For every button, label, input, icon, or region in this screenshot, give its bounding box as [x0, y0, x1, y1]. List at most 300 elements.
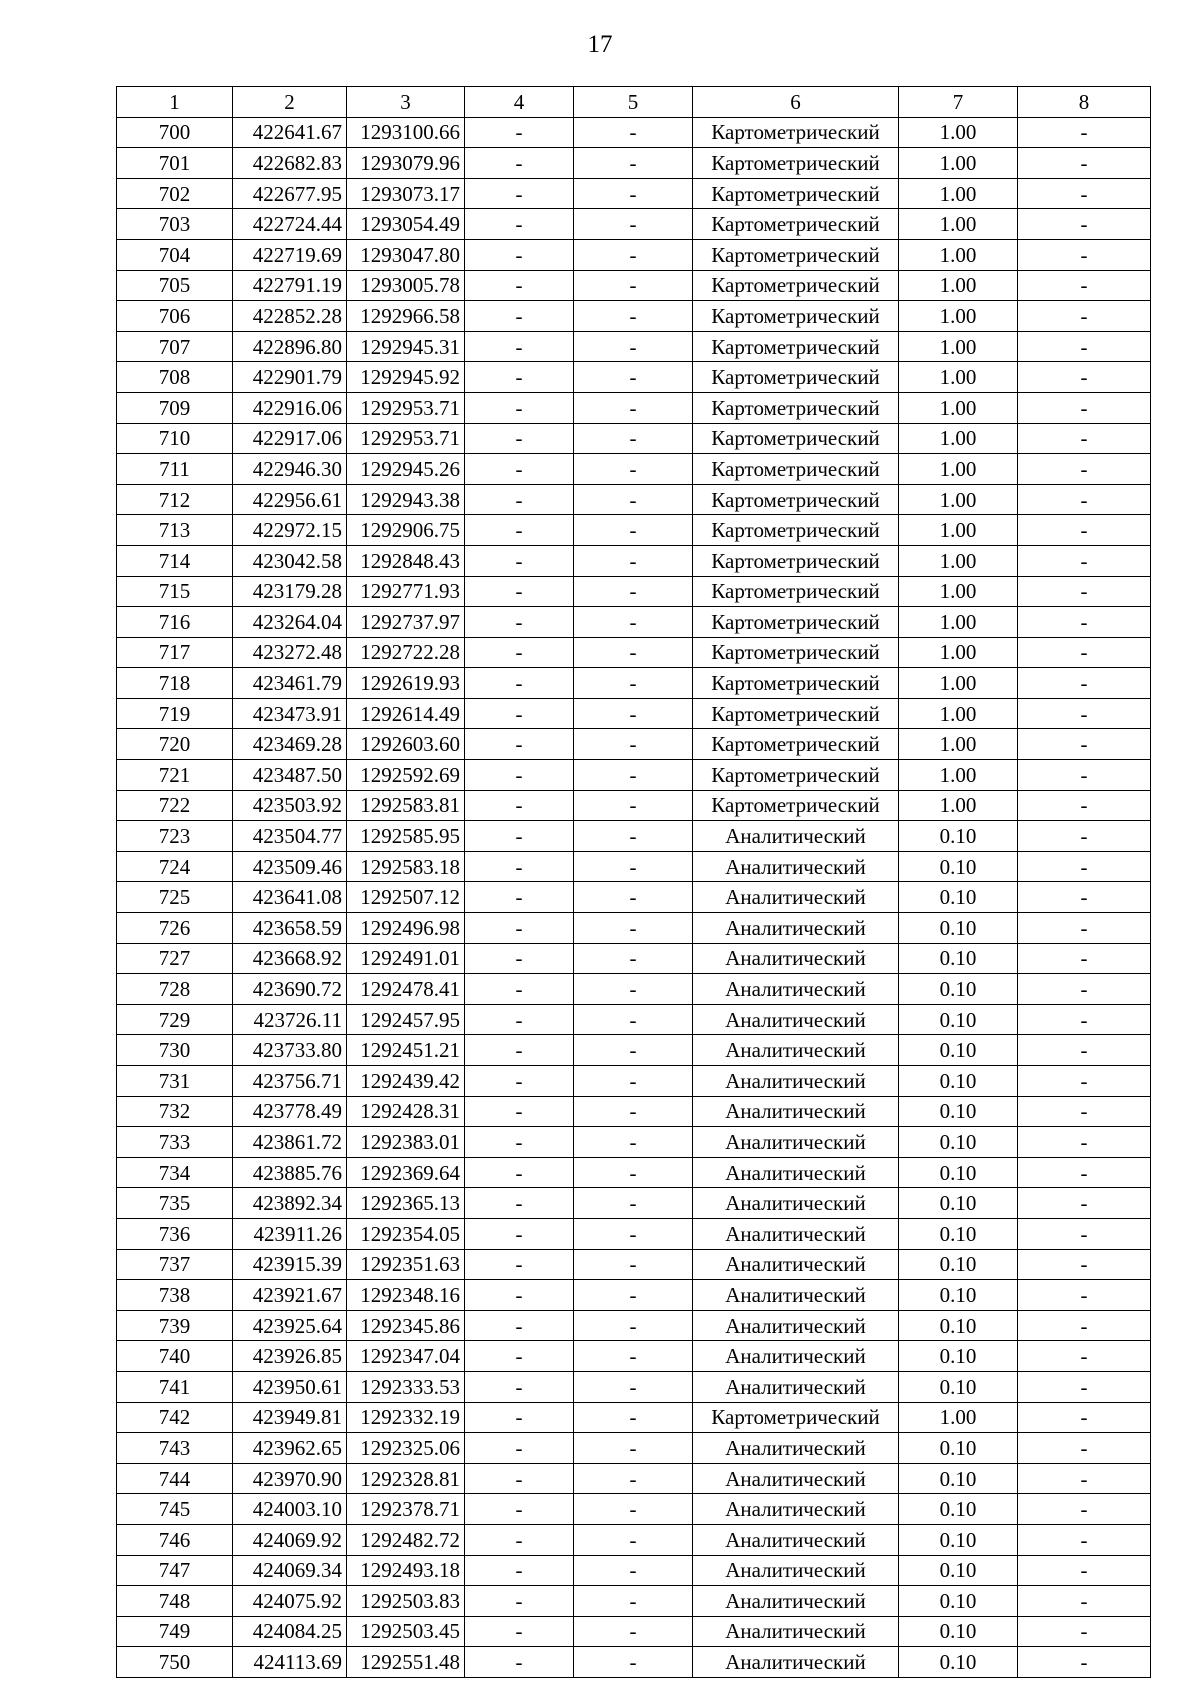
method-cell: Аналитический: [693, 1463, 899, 1494]
coord-y-cell: 1292428.31: [347, 1096, 465, 1127]
table-row: [117, 913, 1151, 944]
col-5-cell: -: [574, 545, 693, 576]
col-8-cell: -: [1018, 1433, 1151, 1464]
coord-y-cell: 1292953.71: [347, 423, 465, 454]
coord-x-cell: 424075.92: [233, 1586, 347, 1617]
col-4-cell: -: [465, 1218, 574, 1249]
coord-x-cell: 422724.44: [233, 209, 347, 240]
coord-y-cell: 1292348.16: [347, 1280, 465, 1311]
table-row: [117, 637, 1151, 668]
coord-x-cell: 423668.92: [233, 943, 347, 974]
col-8-cell: -: [1018, 913, 1151, 944]
coord-x-cell: 424113.69: [233, 1647, 347, 1678]
precision-cell: 1.00: [899, 760, 1018, 791]
coord-x-cell: 423179.28: [233, 576, 347, 607]
point-number-cell: 708: [117, 362, 233, 393]
point-number-cell: 739: [117, 1310, 233, 1341]
point-number-cell: 748: [117, 1586, 233, 1617]
coord-x-cell: 422791.19: [233, 270, 347, 301]
col-4-cell: -: [465, 790, 574, 821]
col-8-cell: -: [1018, 270, 1151, 301]
coord-y-cell: 1292478.41: [347, 974, 465, 1005]
col-8-cell: -: [1018, 882, 1151, 913]
col-4-cell: -: [465, 178, 574, 209]
method-cell: Картометрический: [693, 545, 899, 576]
col-4-cell: -: [465, 270, 574, 301]
col-8-cell: -: [1018, 1188, 1151, 1219]
table-row: [117, 1188, 1151, 1219]
table-row: [117, 515, 1151, 546]
coord-x-cell: 424084.25: [233, 1616, 347, 1647]
col-8-cell: -: [1018, 423, 1151, 454]
col-5-cell: -: [574, 729, 693, 760]
col-4-cell: -: [465, 423, 574, 454]
point-number-cell: 707: [117, 331, 233, 362]
col-4-cell: -: [465, 209, 574, 240]
table-row: [117, 1494, 1151, 1525]
coord-x-cell: 423756.71: [233, 1066, 347, 1097]
method-cell: Аналитический: [693, 974, 899, 1005]
col-5-cell: -: [574, 423, 693, 454]
col-5-cell: -: [574, 1402, 693, 1433]
coord-x-cell: 422641.67: [233, 117, 347, 148]
col-8-cell: -: [1018, 790, 1151, 821]
table-row: [117, 668, 1151, 699]
col-4-cell: -: [465, 484, 574, 515]
point-number-cell: 744: [117, 1463, 233, 1494]
coord-y-cell: 1292503.83: [347, 1586, 465, 1617]
table-row: [117, 1463, 1151, 1494]
coord-y-cell: 1292365.13: [347, 1188, 465, 1219]
coord-x-cell: 424069.92: [233, 1524, 347, 1555]
col-4-cell: -: [465, 1494, 574, 1525]
col-5-cell: -: [574, 790, 693, 821]
coord-y-cell: 1292592.69: [347, 760, 465, 791]
coord-y-cell: 1292493.18: [347, 1555, 465, 1586]
column-header-8: 8: [1018, 87, 1151, 118]
table-row: [117, 1249, 1151, 1280]
table-row: [117, 1616, 1151, 1647]
table-row: [117, 1218, 1151, 1249]
point-number-cell: 750: [117, 1647, 233, 1678]
point-number-cell: 700: [117, 117, 233, 148]
coord-y-cell: 1292351.63: [347, 1249, 465, 1280]
method-cell: Аналитический: [693, 943, 899, 974]
precision-cell: 1.00: [899, 668, 1018, 699]
precision-cell: 1.00: [899, 698, 1018, 729]
method-cell: Аналитический: [693, 1647, 899, 1678]
coord-x-cell: 423926.85: [233, 1341, 347, 1372]
precision-cell: 0.10: [899, 821, 1018, 852]
col-5-cell: -: [574, 1616, 693, 1647]
point-number-cell: 724: [117, 851, 233, 882]
col-5-cell: -: [574, 1188, 693, 1219]
table-header: [117, 87, 1151, 118]
col-4-cell: -: [465, 1555, 574, 1586]
col-4-cell: -: [465, 1524, 574, 1555]
col-8-cell: -: [1018, 1463, 1151, 1494]
table-row: [117, 1004, 1151, 1035]
coord-x-cell: 423911.26: [233, 1218, 347, 1249]
table-row: [117, 331, 1151, 362]
table-row: [117, 1647, 1151, 1678]
point-number-cell: 706: [117, 301, 233, 332]
precision-cell: 1.00: [899, 148, 1018, 179]
point-number-cell: 745: [117, 1494, 233, 1525]
method-cell: Аналитический: [693, 1157, 899, 1188]
col-4-cell: -: [465, 760, 574, 791]
col-5-cell: -: [574, 1586, 693, 1617]
coord-y-cell: 1292439.42: [347, 1066, 465, 1097]
point-number-cell: 714: [117, 545, 233, 576]
table-row: [117, 607, 1151, 638]
coord-x-cell: 422916.06: [233, 392, 347, 423]
point-number-cell: 703: [117, 209, 233, 240]
col-5-cell: -: [574, 698, 693, 729]
point-number-cell: 733: [117, 1127, 233, 1158]
col-8-cell: -: [1018, 637, 1151, 668]
col-4-cell: -: [465, 637, 574, 668]
method-cell: Аналитический: [693, 1341, 899, 1372]
table-row: [117, 1402, 1151, 1433]
coord-y-cell: 1292496.98: [347, 913, 465, 944]
precision-cell: 1.00: [899, 637, 1018, 668]
method-cell: Аналитический: [693, 851, 899, 882]
point-number-cell: 715: [117, 576, 233, 607]
col-8-cell: -: [1018, 209, 1151, 240]
point-number-cell: 702: [117, 178, 233, 209]
point-number-cell: 740: [117, 1341, 233, 1372]
table-row: [117, 1371, 1151, 1402]
col-5-cell: -: [574, 1371, 693, 1402]
method-cell: Картометрический: [693, 698, 899, 729]
col-4-cell: -: [465, 1616, 574, 1647]
table-row: [117, 148, 1151, 179]
coord-y-cell: 1292945.31: [347, 331, 465, 362]
col-5-cell: -: [574, 362, 693, 393]
coord-y-cell: 1293054.49: [347, 209, 465, 240]
col-5-cell: -: [574, 1218, 693, 1249]
col-4-cell: -: [465, 331, 574, 362]
coord-x-cell: 423885.76: [233, 1157, 347, 1188]
table-row: [117, 423, 1151, 454]
coord-y-cell: 1292347.04: [347, 1341, 465, 1372]
col-5-cell: -: [574, 1249, 693, 1280]
col-4-cell: -: [465, 301, 574, 332]
table-row: [117, 178, 1151, 209]
coord-y-cell: 1292333.53: [347, 1371, 465, 1402]
col-8-cell: -: [1018, 1494, 1151, 1525]
point-number-cell: 741: [117, 1371, 233, 1402]
col-8-cell: -: [1018, 362, 1151, 393]
table-row: [117, 270, 1151, 301]
precision-cell: 0.10: [899, 851, 1018, 882]
col-8-cell: -: [1018, 1647, 1151, 1678]
precision-cell: 0.10: [899, 1310, 1018, 1341]
coord-y-cell: 1292325.06: [347, 1433, 465, 1464]
coord-y-cell: 1292619.93: [347, 668, 465, 699]
table-row: [117, 1524, 1151, 1555]
table-row: [117, 1555, 1151, 1586]
col-5-cell: -: [574, 1463, 693, 1494]
method-cell: Картометрический: [693, 392, 899, 423]
method-cell: Аналитический: [693, 1127, 899, 1158]
precision-cell: 1.00: [899, 515, 1018, 546]
coord-y-cell: 1292328.81: [347, 1463, 465, 1494]
table-row: [117, 392, 1151, 423]
col-5-cell: -: [574, 1004, 693, 1035]
method-cell: Аналитический: [693, 1188, 899, 1219]
col-8-cell: -: [1018, 821, 1151, 852]
table-row: [117, 1035, 1151, 1066]
col-5-cell: -: [574, 668, 693, 699]
col-8-cell: -: [1018, 239, 1151, 270]
coord-y-cell: 1293005.78: [347, 270, 465, 301]
method-cell: Картометрический: [693, 178, 899, 209]
method-cell: Аналитический: [693, 1035, 899, 1066]
precision-cell: 0.10: [899, 1066, 1018, 1097]
precision-cell: 0.10: [899, 1188, 1018, 1219]
column-header-2: 2: [233, 87, 347, 118]
col-8-cell: -: [1018, 668, 1151, 699]
table-row: [117, 239, 1151, 270]
coord-y-cell: 1293073.17: [347, 178, 465, 209]
point-number-cell: 734: [117, 1157, 233, 1188]
precision-cell: 1.00: [899, 117, 1018, 148]
coord-y-cell: 1292603.60: [347, 729, 465, 760]
col-5-cell: -: [574, 1127, 693, 1158]
col-8-cell: -: [1018, 454, 1151, 485]
coord-y-cell: 1292354.05: [347, 1218, 465, 1249]
col-4-cell: -: [465, 1310, 574, 1341]
col-4-cell: -: [465, 1586, 574, 1617]
point-number-cell: 736: [117, 1218, 233, 1249]
column-header-1: 1: [117, 87, 233, 118]
table-row: [117, 576, 1151, 607]
coord-y-cell: 1293079.96: [347, 148, 465, 179]
point-number-cell: 727: [117, 943, 233, 974]
col-5-cell: -: [574, 209, 693, 240]
point-number-cell: 712: [117, 484, 233, 515]
coord-x-cell: 422682.83: [233, 148, 347, 179]
point-number-cell: 705: [117, 270, 233, 301]
col-4-cell: -: [465, 668, 574, 699]
column-header-6: 6: [693, 87, 899, 118]
table-row: [117, 545, 1151, 576]
col-4-cell: -: [465, 698, 574, 729]
precision-cell: 0.10: [899, 1586, 1018, 1617]
method-cell: Картометрический: [693, 484, 899, 515]
col-5-cell: -: [574, 1096, 693, 1127]
coord-y-cell: 1292507.12: [347, 882, 465, 913]
col-4-cell: -: [465, 851, 574, 882]
col-4-cell: -: [465, 1433, 574, 1464]
precision-cell: 1.00: [899, 545, 1018, 576]
point-number-cell: 742: [117, 1402, 233, 1433]
precision-cell: 1.00: [899, 576, 1018, 607]
coord-y-cell: 1292583.18: [347, 851, 465, 882]
method-cell: Картометрический: [693, 515, 899, 546]
coord-y-cell: 1292585.95: [347, 821, 465, 852]
coord-x-cell: 422896.80: [233, 331, 347, 362]
method-cell: Картометрический: [693, 668, 899, 699]
method-cell: Картометрический: [693, 454, 899, 485]
col-4-cell: -: [465, 1157, 574, 1188]
method-cell: Картометрический: [693, 423, 899, 454]
col-5-cell: -: [574, 913, 693, 944]
coord-y-cell: 1292771.93: [347, 576, 465, 607]
precision-cell: 0.10: [899, 1157, 1018, 1188]
method-cell: Картометрический: [693, 637, 899, 668]
point-number-cell: 730: [117, 1035, 233, 1066]
col-8-cell: -: [1018, 1310, 1151, 1341]
precision-cell: 1.00: [899, 790, 1018, 821]
coord-y-cell: 1292722.28: [347, 637, 465, 668]
table-row: [117, 454, 1151, 485]
col-8-cell: -: [1018, 729, 1151, 760]
col-5-cell: -: [574, 1433, 693, 1464]
point-number-cell: 726: [117, 913, 233, 944]
precision-cell: 0.10: [899, 913, 1018, 944]
precision-cell: 0.10: [899, 1280, 1018, 1311]
col-8-cell: -: [1018, 1280, 1151, 1311]
method-cell: Аналитический: [693, 1218, 899, 1249]
coord-x-cell: 422917.06: [233, 423, 347, 454]
method-cell: Картометрический: [693, 362, 899, 393]
method-cell: Аналитический: [693, 882, 899, 913]
coord-x-cell: 423861.72: [233, 1127, 347, 1158]
point-number-cell: 747: [117, 1555, 233, 1586]
col-5-cell: -: [574, 607, 693, 638]
point-number-cell: 738: [117, 1280, 233, 1311]
col-4-cell: -: [465, 729, 574, 760]
coord-x-cell: 422946.30: [233, 454, 347, 485]
coord-x-cell: 424003.10: [233, 1494, 347, 1525]
col-5-cell: -: [574, 1524, 693, 1555]
col-5-cell: -: [574, 301, 693, 332]
coord-y-cell: 1292737.97: [347, 607, 465, 638]
coord-y-cell: 1292943.38: [347, 484, 465, 515]
coord-y-cell: 1292482.72: [347, 1524, 465, 1555]
col-8-cell: -: [1018, 607, 1151, 638]
precision-cell: 0.10: [899, 1035, 1018, 1066]
coord-x-cell: 423949.81: [233, 1402, 347, 1433]
col-4-cell: -: [465, 943, 574, 974]
coord-x-cell: 423970.90: [233, 1463, 347, 1494]
point-number-cell: 723: [117, 821, 233, 852]
precision-cell: 0.10: [899, 1433, 1018, 1464]
table-row: [117, 1066, 1151, 1097]
table-row: [117, 943, 1151, 974]
table-row: [117, 1586, 1151, 1617]
coord-x-cell: 422852.28: [233, 301, 347, 332]
col-4-cell: -: [465, 1035, 574, 1066]
method-cell: Аналитический: [693, 1004, 899, 1035]
point-number-cell: 701: [117, 148, 233, 179]
point-number-cell: 721: [117, 760, 233, 791]
col-8-cell: -: [1018, 1402, 1151, 1433]
method-cell: Картометрический: [693, 270, 899, 301]
method-cell: Картометрический: [693, 239, 899, 270]
precision-cell: 1.00: [899, 270, 1018, 301]
method-cell: Аналитический: [693, 1524, 899, 1555]
precision-cell: 1.00: [899, 331, 1018, 362]
method-cell: Аналитический: [693, 1096, 899, 1127]
col-5-cell: -: [574, 270, 693, 301]
precision-cell: 0.10: [899, 943, 1018, 974]
col-4-cell: -: [465, 1341, 574, 1372]
col-8-cell: -: [1018, 1035, 1151, 1066]
table-row: [117, 821, 1151, 852]
col-8-cell: -: [1018, 392, 1151, 423]
coord-y-cell: 1292378.71: [347, 1494, 465, 1525]
precision-cell: 0.10: [899, 1371, 1018, 1402]
coord-y-cell: 1292503.45: [347, 1616, 465, 1647]
point-number-cell: 725: [117, 882, 233, 913]
col-5-cell: -: [574, 117, 693, 148]
coord-x-cell: 423658.59: [233, 913, 347, 944]
column-header-4: 4: [465, 87, 574, 118]
col-8-cell: -: [1018, 1066, 1151, 1097]
col-8-cell: -: [1018, 148, 1151, 179]
col-4-cell: -: [465, 239, 574, 270]
coord-x-cell: 423925.64: [233, 1310, 347, 1341]
method-cell: Аналитический: [693, 1371, 899, 1402]
col-8-cell: -: [1018, 1249, 1151, 1280]
col-5-cell: -: [574, 1066, 693, 1097]
col-4-cell: -: [465, 913, 574, 944]
col-5-cell: -: [574, 760, 693, 791]
col-4-cell: -: [465, 607, 574, 638]
table-row: [117, 1096, 1151, 1127]
col-4-cell: -: [465, 1004, 574, 1035]
point-number-cell: 732: [117, 1096, 233, 1127]
col-5-cell: -: [574, 1157, 693, 1188]
precision-cell: 0.10: [899, 1341, 1018, 1372]
coord-x-cell: 423690.72: [233, 974, 347, 1005]
col-8-cell: -: [1018, 117, 1151, 148]
method-cell: Картометрический: [693, 148, 899, 179]
coord-y-cell: 1292551.48: [347, 1647, 465, 1678]
method-cell: Аналитический: [693, 1310, 899, 1341]
table-row: [117, 117, 1151, 148]
col-8-cell: -: [1018, 1127, 1151, 1158]
col-4-cell: -: [465, 1463, 574, 1494]
point-number-cell: 722: [117, 790, 233, 821]
point-number-cell: 710: [117, 423, 233, 454]
col-8-cell: -: [1018, 484, 1151, 515]
col-8-cell: -: [1018, 1218, 1151, 1249]
col-5-cell: -: [574, 821, 693, 852]
point-number-cell: 737: [117, 1249, 233, 1280]
coord-y-cell: 1292583.81: [347, 790, 465, 821]
coord-x-cell: 423726.11: [233, 1004, 347, 1035]
table-row: [117, 1157, 1151, 1188]
col-5-cell: -: [574, 515, 693, 546]
coord-y-cell: 1292369.64: [347, 1157, 465, 1188]
point-number-cell: 735: [117, 1188, 233, 1219]
col-5-cell: -: [574, 331, 693, 362]
method-cell: Аналитический: [693, 821, 899, 852]
precision-cell: 1.00: [899, 178, 1018, 209]
table-row: [117, 484, 1151, 515]
table-row: [117, 1341, 1151, 1372]
col-8-cell: -: [1018, 576, 1151, 607]
col-4-cell: -: [465, 1371, 574, 1402]
point-number-cell: 749: [117, 1616, 233, 1647]
col-5-cell: -: [574, 1341, 693, 1372]
point-number-cell: 709: [117, 392, 233, 423]
